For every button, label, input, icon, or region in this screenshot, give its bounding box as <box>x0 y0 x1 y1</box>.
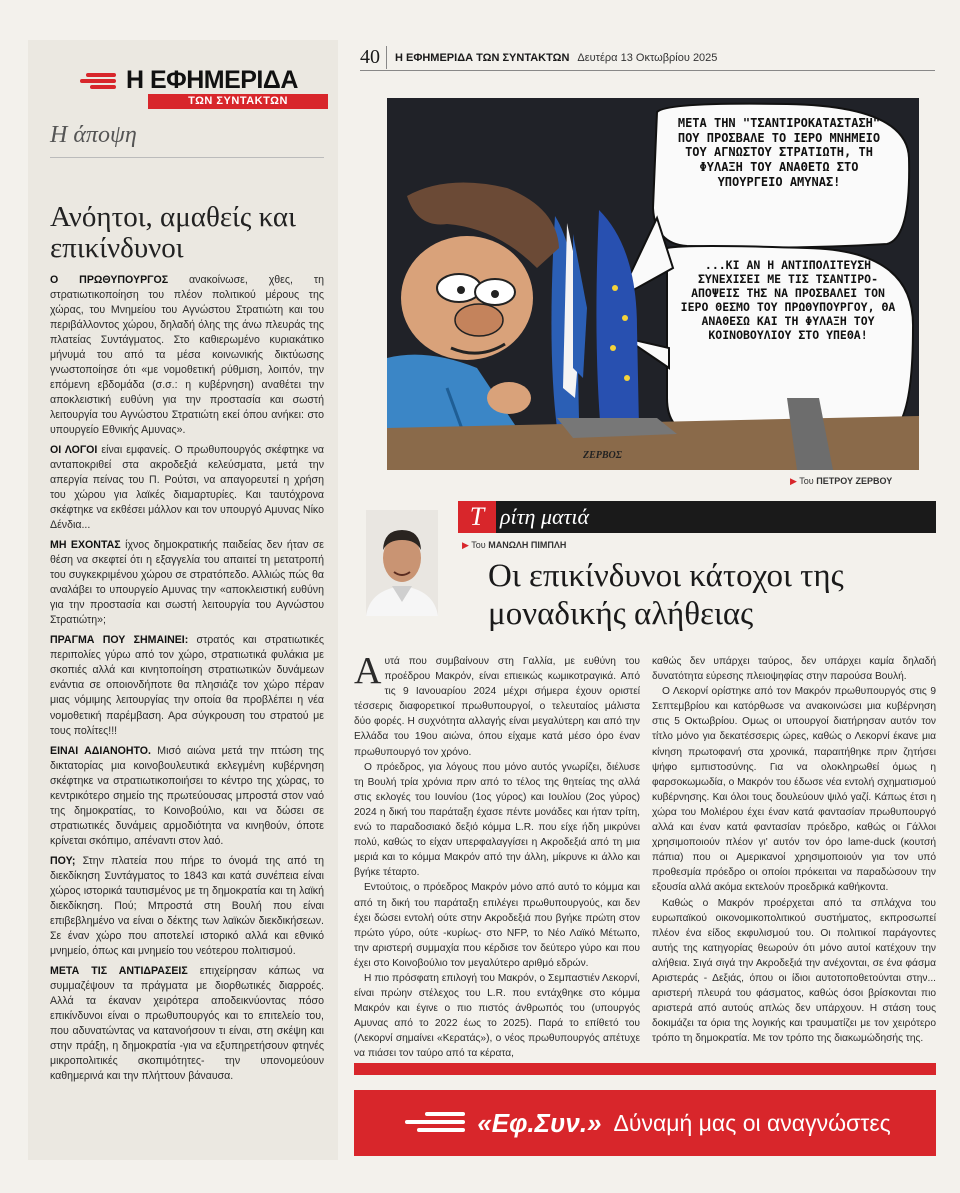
promo-banner <box>354 1090 936 1156</box>
page-number: 40 <box>360 46 387 69</box>
flame-icon <box>78 69 118 93</box>
author-portrait <box>366 510 438 616</box>
paragraph-lead: ΟΙ ΛΟΓΟΙ <box>50 443 98 456</box>
author-photo <box>366 510 438 616</box>
paragraph-text: στρατός και στρατιωτικές περιπολίες γύρω από τον χώρο, στρατιωτικά φυλάκια με σκοπιές αλλά και κινητοποίηση στρατιωτικών δυνάμεων ενάντια σε οποιονδήποτε θα πλησιάζε τον χώρο πέραν μιας νόμιμης λειτουργίας την οποία θα προβλέπει η νέα νομοθετική παρέμβαση. Αρα σύγκρουση του στρατού με τους πολίτες!!! <box>50 634 324 737</box>
paragraph-lead: ΜΗ ΕΧΟΝΤΑΣ <box>50 539 121 552</box>
paragraph-text: επιχείρησαν κάπως να συμμαζέψουν τα πράγματα με διορθωτικές διαρροές. Αλλά τα έκαναν χειρότερα αποδεικνύοντας πόσο επικίνδυνοι είναι ο πρωθυπουργός και το επιτελείο του, που αδυνατώντας να κατανοήσουν τι είναι, στη σκέψη και στην πράξη, η δημοκρατία -για να εξυπηρετήσουν φτηνές μικροπολιτικές σκοπιμότητες- την υπονομεύουν καθημερινά και την πλήττουν βάναυσα. <box>50 965 324 1083</box>
paragraph-text: Στην πλατεία που πήρε το όνομά της από τη διεκδίκηση Συντάγματος το 1843 και κατά συνέπεια είναι χώρος ιστορικά ταυτισμένος με τη δημοκρατία και τη λαϊκή διεκδίκηση. Πού; Μπροστά στη Βουλή που είναι επιβεβλημένο να είναι ο δέκτης των λαϊκών διεκδικήσεων. Σε έναν χώρο που αποτελεί ιστορικό αλλά και εθνικό μνημείο, όπως και μνημείο του νεότερου πολιτισμού. <box>50 854 324 957</box>
byline-prefix: Του <box>471 540 486 550</box>
political-cartoon <box>387 98 919 470</box>
opinion-paragraph <box>50 744 324 849</box>
issue-date: Δευτέρα 13 Οκτωβρίου 2025 <box>577 51 718 64</box>
article-paragraph: καθώς δεν υπάρχει ταύρος, δεν υπάρχει καμία δηλαδή δυνατότητα εύρεσης πλειοψηφίας στην παρούσα Βουλή. <box>652 656 936 683</box>
article-paragraph: Εντούτοις, ο πρόεδρος Μακρόν μόνο από αυτό το κόμμα και από τη δική του παράταξη επιλέγει πρωθυπουργούς, και δεν έχει δώσει εντολή ούτε στην Ακροδεξιά που βγήκε πρώτη στον πρώτο γύρο, ούτε -κυρίως- στο NFP, το Νέο Λαϊκό Μέτωπο, την αριστερή συμμαχία που κέρδισε τον δεύτερο γύρο και που έχει στο Κοινοβούλιο τον μεγαλύτερο αριθμό εδρών. <box>354 882 640 969</box>
flame-icon <box>399 1108 465 1138</box>
paragraph-text: ανακοίνωσε, χθες, τη στρατιωτικοποίηση του πλέον πολιτικού μέρους της χώρας, του Μνημείου του Αγνώστου Στρατιώτη και του περιβάλλοντος χώρου, δηλαδή όλης της άνω πλευράς της πλατείας Συντάγματος. Στο καθιερωμένο κυριακάτικο μήνυμά του από τα μέσα κοινωνικής δικτύωσης γνωστοποίησε ότι «με νομοθετική ρύθμιση, λοιπόν, την επόμενη εβδομάδα (σ.σ.: η κυβέρνηση) αναθέτει την αποκλειστική ευθύνη για την προστασία και σωστή λειτουργία του Αγνώστου Στρατιώτη εκεί όπου ανήκει: στο υπουργείο Εθνικής Αμυνας». <box>50 273 324 436</box>
article-paragraph: Καθώς ο Μακρόν προέρχεται από τα σπλάχνα του ευρωπαϊκού οικονομικοπολιτικού συστήματος, εκπροσωπεί πλέον ένα είδος εκφυλισμού του. Οι πολιτικοί παράγοντες αυτής της κατηγορίας θεωρούν ότι μόνο αυτοί κατέχουν την αλήθεια. Σιγά σιγά την Ακροδεξιά την ανέχονται, σε ένα φάσμα Αριστεράς - Δεξιάς, όπου οι ίδιοι αυτοτοποθετούνται στην... αριστερή πλευρά του φάσματος, καθώς όσοι βρίσκονται πιο αριστερά από αυτούς απλώς δεν υπάρχουν. Η στάση τους δοκιμάζει τα όρια της λογικής και τραυματίζει με τον χειρότερο τρόπο τη δημοκρατία. Με τον τρόπο της διακωμώδησής της. <box>652 897 936 1045</box>
article-column-2 <box>652 654 936 1046</box>
speech-bubble-top: ΜΕΤΑ ΤΗΝ "ΤΣΑΝΤΙΡΟΚΑΤΑΣΤΑΣΗ" ΠΟΥ ΠΡΟΣΒΑΛΕ ΤΟ ΙΕΡΟ ΜΝΗΜΕΙΟ ΤΟΥ ΑΓΝΩΣΤΟΥ ΣΤΡΑΤΙΩΤΗ, ΤΗ ΦΥΛΑΞΗ ΤΟΥ ΑΝΑΘΕΤΩ ΣΤΟ ΥΠΟΥΡΓΕΙΟ ΑΜΥΝΑΣ! <box>677 116 881 189</box>
banner-text: Δύναμή μας οι αναγνώστες <box>613 1109 891 1136</box>
paragraph-lead: ΜΕΤΑ ΤΙΣ ΑΝΤΙΔΡΑΣΕΙΣ <box>50 965 188 977</box>
article-paragraph: Ο πρόεδρος, για λόγους που μόνο αυτός γνωρίζει, διέλυσε τη Βουλή τρία χρόνια πριν από το τέλος της θητείας της αλλά στις εκλογές του Ιουνίου (1ος γύρος) και Ιουλίου (2ος γύρος) 2024 η δική του παράταξη έχασε πέντε μονάδες και ήταν τρίτη, ενώ το παραδοσιακό δεξιό κόμμα L.R. που είχε ήδη μικρύνει πολύ, καθώς το είχαν υπερφαλαγγίσει η Ακροδεξιά από τη μια μεριά και το κόμμα Μακρόν από την άλλη, μίκρυνε κι άλλο και βγήκε τέταρτο. <box>354 761 640 879</box>
paragraph-lead: ΠΡΑΓΜΑ ΠΟΥ ΣΗΜΑΙΝΕΙ: <box>50 634 189 647</box>
page-header <box>360 45 935 71</box>
opinion-body <box>50 273 324 1085</box>
column-label: ρίτη ματιά <box>500 504 590 529</box>
paragraph-text: ίχνος δημοκρατικής παιδείας δεν ήταν σε θέση να σκεφτεί ότι η εξαγγελία του απαιτεί τη μετατροπή του συγκεκριμένου χώρου σε στρατόπεδο. Αλλιώς πώς θα αναλάβει το υπουργείο Αμυνας την «αποκλειστική ευθύνη για την προστασία και σωστή λειτουργία του Αγνώστου Στρατιώτη»; <box>50 539 324 627</box>
opinion-title: Ανόητοι, αμαθείς και επικίνδυνοι <box>50 201 296 265</box>
opinion-paragraph <box>50 633 324 738</box>
opinion-column <box>28 40 338 1160</box>
opinion-paragraph <box>50 964 324 1084</box>
section-label: Η άποψη <box>50 122 324 158</box>
triangle-icon: ▶ <box>462 540 469 550</box>
divider-strip <box>354 1063 936 1075</box>
article-title: Οι επικίνδυνοι κάτοχοι της μοναδικής αλήθειας <box>488 558 844 632</box>
cartoon-credit <box>790 476 892 487</box>
column-byline <box>462 540 566 551</box>
article-paragraph <box>354 650 640 760</box>
paragraph-text: είναι εμφανείς. Ο πρωθυπουργός σκέφτηκε να ανταποκριθεί στα ακροδεξιά κελεύσματα, μετά την απεργία πείνας του Π. Ρούτσι, να απαγορευτεί η χρήση του χώρου για λαϊκές διαμαρτυρίες. Και ταυτόχρονα σκέφτηκε να εκθέσει μάλλον και τον υπουργό Αμυνας Νίκο Δένδια... <box>50 443 324 532</box>
cartoonist-signature: ΖΕΡΒΟΣ <box>583 450 622 461</box>
banner-brand: «Εφ.Συν.» <box>477 1107 602 1138</box>
triangle-icon: ▶ <box>790 476 797 486</box>
column-initial: Τ <box>458 501 496 533</box>
article-paragraph: Η πιο πρόσφατη επιλογή του Μακρόν, ο Σεμπαστιέν Λεκορνί, είναι πρώην στέλεχος του L.R. που εντάχθηκε στο κόμμα Μακρόν και έγινε ο πιο πιστός άνθρωπός του (υπουργός Αμυνας από το 2022 έως το 2025). Παρά το επίθετό του (Λεκορνί σημαίνει «Κερατάς»), ο νέος πρωθυπουργός απέτυχε να πιάσει τον ταύρο από τα κέρατα, <box>354 972 640 1060</box>
paragraph-lead: ΠΟΥ; <box>50 854 76 867</box>
paragraph-lead: Ο ΠΡΩΘΥΠΟΥΡΓΟΣ <box>50 273 169 286</box>
opinion-paragraph <box>50 273 324 438</box>
paper-name: Η ΕΦΗΜΕΡΙΔΑ ΤΩΝ ΣΥΝΤΑΚΤΩΝ <box>395 51 570 64</box>
article-paragraph: Ο Λεκορνί ορίστηκε από τον Μακρόν πρωθυπουργός στις 9 Σεπτεμβρίου και κατόρθωσε να ανακοινώσει μια κυβέρνηση στις 5 Οκτωβρίου. Ομως οι υπουργοί διατήρησαν αυτόν τον τίτλο μόνο για δεκατέσσερις ώρες, καθώς ο Λεκορνί έκανε μια κίνηση πρωτοφανή στα χρονικά, παραιτήθηκε πριν ζητήσει ψήφο εμπιστοσύνης. Για να ολοκληρωθεί όμως η φαρσοκωμωδία, ο Μακρόν του έδωσε νέα εντολή σχηματισμού κυβέρνησης. Και όλοι τους δουλεύουν ψιλό γαζί. Κάπως έτσι η χώρα του Μολιέρου έχει έναν κατά φαντασίαν πρωθυπουργό αλλά και έναν κατά φαντασίαν πρόεδρο, καθώς οι Γάλλοι χρησιμοποιούν πλέον γι' αυτόν τον όρο lame-duck (κουτσή πάπια) που οι Αμερικανοί χρησιμοποιούν για τον υπό προθεσμία πρόεδρο οι οποίοι πρόκειται να παραδώσουν την εξουσία αλλά ακόμα εκτελούν προεδρικά καθήκοντα. <box>652 686 936 894</box>
paragraph-text: Μισό αιώνα μετά την πτώση της δικτατορίας μια κοινοβουλευτικά εκλεγμένη κυβέρνηση σκέφτηκε να στρατιωτικοποιήσει το κέντρο της χώρας, το κεντρικότερο σημείο της πρωτεύουσας μπροστά στον ναό της δημοκρατίας, το Κοινοβούλιο, και να δώσει σε στρατιωτικές δυνάμεις αρμοδιότητα να κινηθούν, όποτε κρίνεται σκόπιμο, απέναντι στον λαό. <box>50 744 324 847</box>
paragraph-lead: ΕΙΝΑΙ ΑΔΙΑΝΟΗΤΟ. <box>50 744 151 757</box>
opinion-paragraph <box>50 538 324 628</box>
masthead-title: Η ΕΦΗΜΕΡΙΔΑ <box>126 66 298 94</box>
masthead-subtitle: ΤΩΝ ΣΥΝΤΑΚΤΩΝ <box>148 94 328 109</box>
masthead-logo <box>78 66 324 95</box>
opinion-paragraph <box>50 854 324 959</box>
paragraph-text: υτά που συμβαίνουν στη Γαλλία, με ευθύνη του προέδρου Μακρόν, είναι επιεικώς κωμικοτραγικά. Από τις 9 Ιανουαρίου 2024 μέχρι σήμερα έχουν οριστεί τέσσερις διαφορετικοί πρωθυπουργοί, ο τελευταίος μάλιστα δύο φορές. Η συχνότητα αλλαγής είναι μεγαλύτερη και από την Ελλάδα του 19ου αιώνα, όπου είχαμε κατά μέσο όρο έναν πρωθυπουργό τον χρόνο. <box>354 656 640 758</box>
opinion-paragraph <box>50 443 324 533</box>
credit-prefix: Του <box>799 476 814 486</box>
drop-cap: Α <box>354 650 382 692</box>
byline-author: ΜΑΝΩΛΗ ΠΙΜΠΛΗ <box>488 540 567 550</box>
article-column-1 <box>354 650 640 1062</box>
masthead <box>50 40 324 118</box>
credit-name: ΠΕΤΡΟΥ ΖΕΡΒΟΥ <box>816 476 893 486</box>
speech-bubble-bottom: ...ΚΙ ΑΝ Η ΑΝΤΙΠΟΛΙΤΕΥΣΗ ΣΥΝΕΧΙΣΕΙ ΜΕ ΤΙΣ ΤΣΑΝΤΙΡΟ-ΑΠΟΨΕΙΣ ΤΗΣ ΝΑ ΠΡΟΣΒΑΛΕΙ ΤΟΝ ΙΕΡΟ ΘΕΣΜΟ ΤΟΥ ΠΡΩΘΥΠΟΥΡΓΟΥ, ΘΑ ΑΝΑΘΕΣΩ ΚΑΙ ΤΗ ΦΥΛΑΞΗ ΤΟΥ ΚΟΙΝΟΒΟΥΛΙΟΥ ΣΤΟ ΥΠΕΘΑ! <box>680 258 896 343</box>
